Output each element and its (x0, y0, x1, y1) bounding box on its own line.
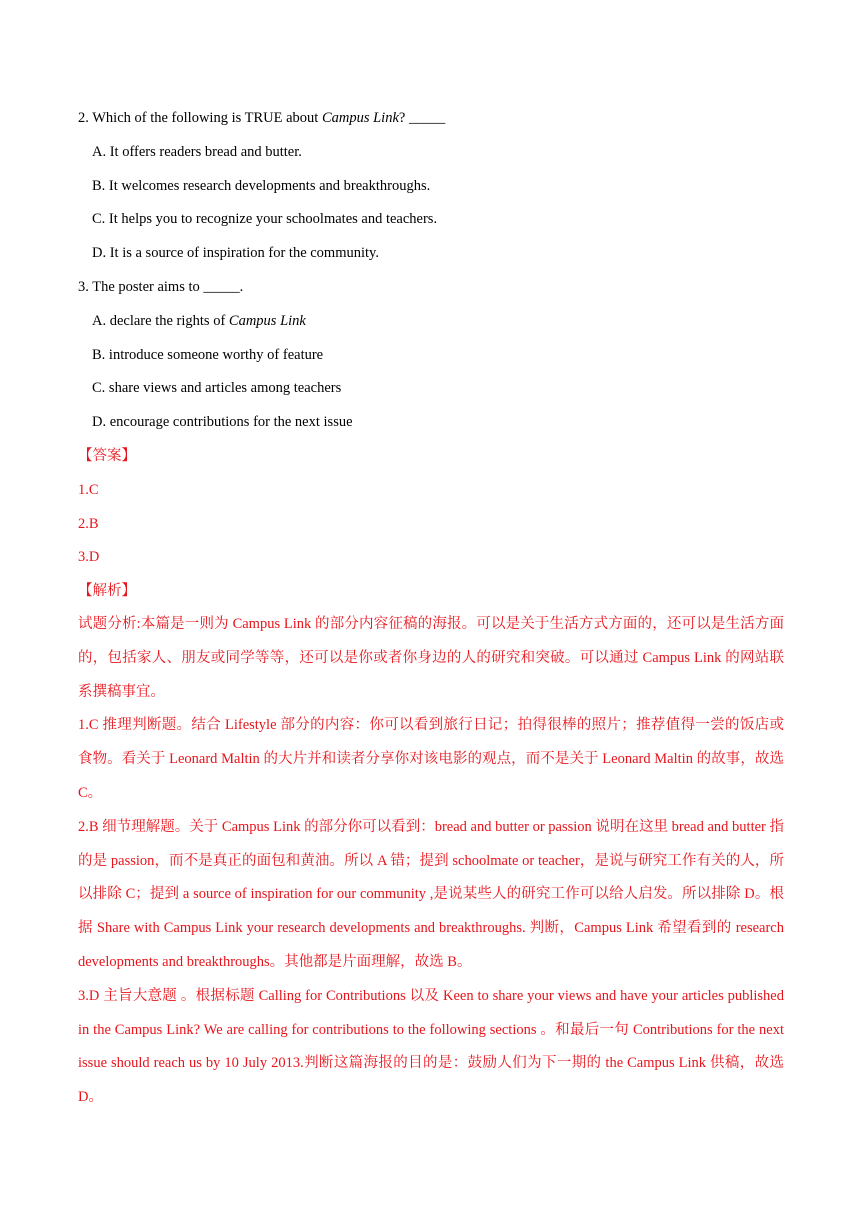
question-2-stem-text: 2. Which of the following is TRUE about (78, 110, 322, 126)
analysis-paragraph-summary: 试题分析:本篇是一则为 Campus Link 的部分内容征稿的海报。可以是关于生活方式方面的，还可以是生活方面的，包括家人、朋友或同学等等，还可以是你或者你身边的人的研究和突破。可以通过 Campus Link 的网站联系撰稿事宜。 (78, 615, 784, 700)
question-3-option-a-text: A. declare the rights of (92, 312, 229, 329)
question-3-option-d: D. encourage contributions for the next issue (92, 414, 353, 431)
question-3-option-b: B. introduce someone worthy of feature (92, 346, 324, 363)
question-2-stem (78, 108, 784, 128)
question-2-option-a: A. It offers readers bread and butter. (92, 143, 302, 160)
answer-item-3: 3.D (78, 549, 100, 566)
question-3-option-c: C. share views and articles among teachers (92, 380, 342, 397)
question-2-stem-italic: Campus Link (321, 110, 399, 126)
analysis-body (78, 608, 784, 1115)
question-2-stem-blank: ? _____ (398, 110, 446, 126)
question-2-option-b: B. It welcomes research developments and breakthroughs. (92, 177, 431, 194)
question-3-option-a-italic: Campus Link (228, 312, 306, 329)
question-2-option-c: C. It helps you to recognize your schoolmates and teachers. (92, 211, 438, 228)
analysis-paragraph-q1: 1.C 推理判断题。结合 Lifestyle 部分的内容：你可以看到旅行日记；拍得很棒的照片；推荐值得一尝的饭店或食物。看关于 Leonard Maltin 的大片并和读者分享你对该电影的观点，而不是关于 Leonard Maltin 的故事，故选 C。 (78, 717, 784, 801)
answer-item-2: 2.B (78, 515, 99, 532)
question-3-stem: 3. The poster aims to _____. (78, 278, 244, 295)
analysis-paragraph-q2: 2.B 细节理解题。关于 Campus Link 的部分你可以看到：bread and butter or passion 说明在这里 bread and butter 指的是 passion，而不是真正的面包和黄油。所以 A 错；提到 schoolmate or teacher，是说与研究工作有关的人，所以排除 C；提到 a source of inspiration for our community ,是说某些人的研究工作可以给人启发。所以排除 D。根据 Share with Campus Link your research developments and breakthroughs. 判断，Campus Link 希望看到的 research developments and breakthroughs。其他都是片面理解，故选 B。 (78, 818, 784, 970)
answer-heading: 【答案】 (78, 447, 136, 464)
analysis-heading: 【解析】 (78, 583, 136, 600)
document-page (78, 108, 784, 1115)
question-2-option-d: D. It is a source of inspiration for the community. (92, 245, 379, 262)
question-3-option-a (78, 311, 784, 331)
analysis-paragraph-q3: 3.D 主旨大意题 。根据标题 Calling for Contributions 以及 Keen to share your views and have your articles published in the Campus Link? We are calling for contributions to the following sections 。和最后一句 Contributions for the next issue should reach us by 10 July 2013.判断这篇海报的目的是：鼓励人们为下一期的 the Campus Link 供稿，故选 D。 (78, 987, 784, 1106)
answer-item-1: 1.C (78, 481, 99, 498)
